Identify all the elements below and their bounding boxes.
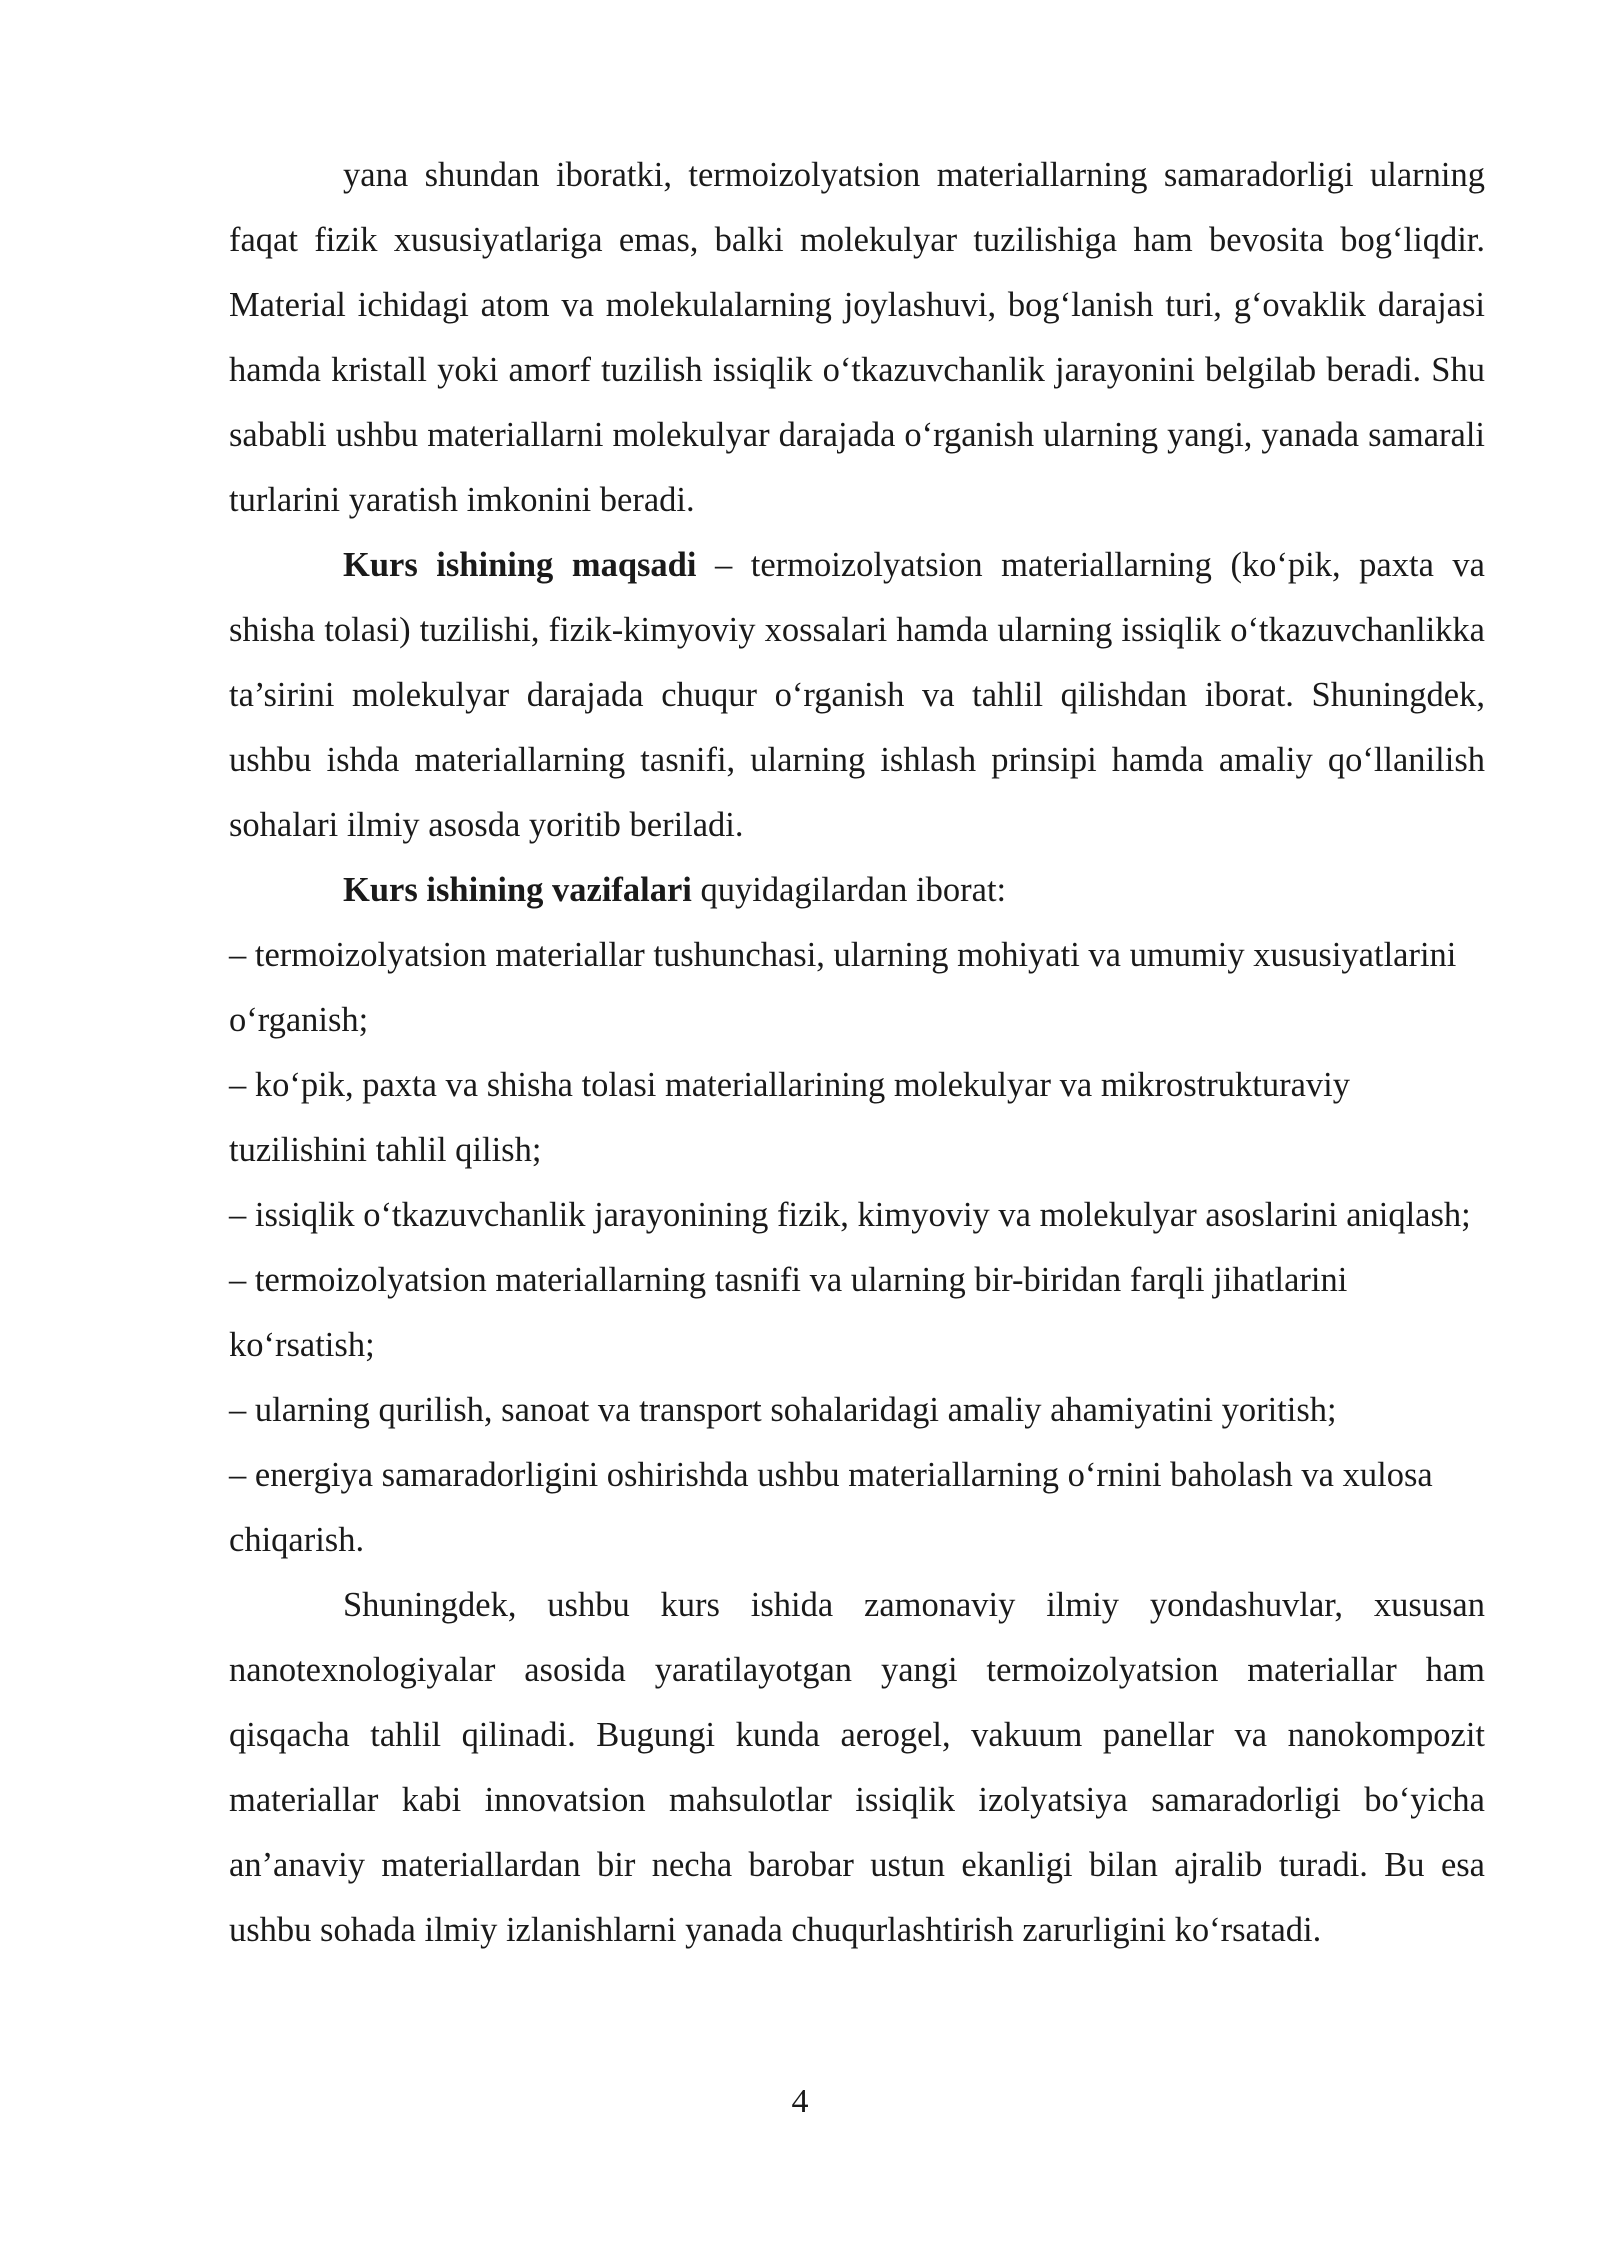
- list-item: – termoizolyatsion materiallarning tasnifi va ularning bir-biridan farqli jihatlarini ko‘rsatish;: [229, 1261, 1348, 1364]
- closing-paragraph: Shuningdek, ushbu kurs ishida zamonaviy ilmiy yondashuvlar, xususan nanotexnologiyalar asosida yaratilayotgan yangi termoizolyatsion materiallar ham qisqacha tahlil qilinadi. Bugungi kunda aerogel, vakuum panellar va nanokompozit materiallar kabi innovatsion mahsulotlar issiqlik izolyatsiya samaradorligi bo‘yicha an’anaviy materiallardan bir necha barobar ustun ekanligi bilan ajralib turadi. Bu esa ushbu sohada ilmiy izlanishlarni yanada chuqurlashtirish zarurligini ko‘rsatadi.: [229, 1586, 1485, 1949]
- goal-text: – termoizolyatsion materiallarning (ko‘pik, paxta va shisha tolasi) tuzilishi, fizik-kimyoviy xossalari hamda ularning issiqlik o‘tkazuvchanlikka ta’sirini molekulyar darajada chuqur o‘rganish va tahlil qilishdan iborat. Shuningdek, ushbu ishda materiallarning tasnifi, ularning ishlash prinsipi hamda amaliy qo‘llanilish sohalari ilmiy asosda yoritib beriladi.: [229, 546, 1485, 844]
- goal-paragraph: [229, 533, 1485, 858]
- list-item: – ularning qurilish, sanoat va transport sohalaridagi amaliy ahamiyatini yoritish;: [229, 1391, 1337, 1429]
- tasks-heading-paragraph: [229, 858, 1485, 923]
- body-text: [229, 143, 1485, 1963]
- goal-heading: Kurs ishining maqsadi: [343, 546, 697, 584]
- list-item: – ko‘pik, paxta va shisha tolasi materiallarining molekulyar va mikrostrukturaviy tuzilishini tahlil qilish;: [229, 1066, 1350, 1169]
- tasks-intro: quyidagilardan iborat:: [691, 871, 1007, 909]
- page-number: 4: [791, 2083, 809, 2120]
- list-item: – issiqlik o‘tkazuvchanlik jarayonining fizik, kimyoviy va molekulyar asoslarini aniqlash;: [229, 1196, 1471, 1234]
- intro-paragraph: yana shundan iboratki, termoizolyatsion materiallarning samaradorligi ularning faqat fizik xususiyatlariga emas, balki molekulyar tuzilishiga ham bevosita bog‘liqdir. Material ichidagi atom va molekulalarning joylashuvi, bog‘lanish turi, g‘ovaklik darajasi hamda kristall yoki amorf tuzilish issiqlik o‘tkazuvchanlik jarayonini belgilab beradi. Shu sababli ushbu materiallarni molekulyar darajada o‘rganish ularning yangi, yanada samarali turlarini yaratish imkonini beradi.: [229, 156, 1485, 519]
- list-item: – termoizolyatsion materiallar tushunchasi, ularning mohiyati va umumiy xususiyatlarini o‘rganish;: [229, 936, 1457, 1039]
- list-item: – energiya samaradorligini oshirishda ushbu materiallarning o‘rnini baholash va xulosa chiqarish.: [229, 1456, 1433, 1559]
- tasks-heading: Kurs ishining vazifalari: [343, 871, 692, 909]
- tasks-list: [229, 923, 1485, 1573]
